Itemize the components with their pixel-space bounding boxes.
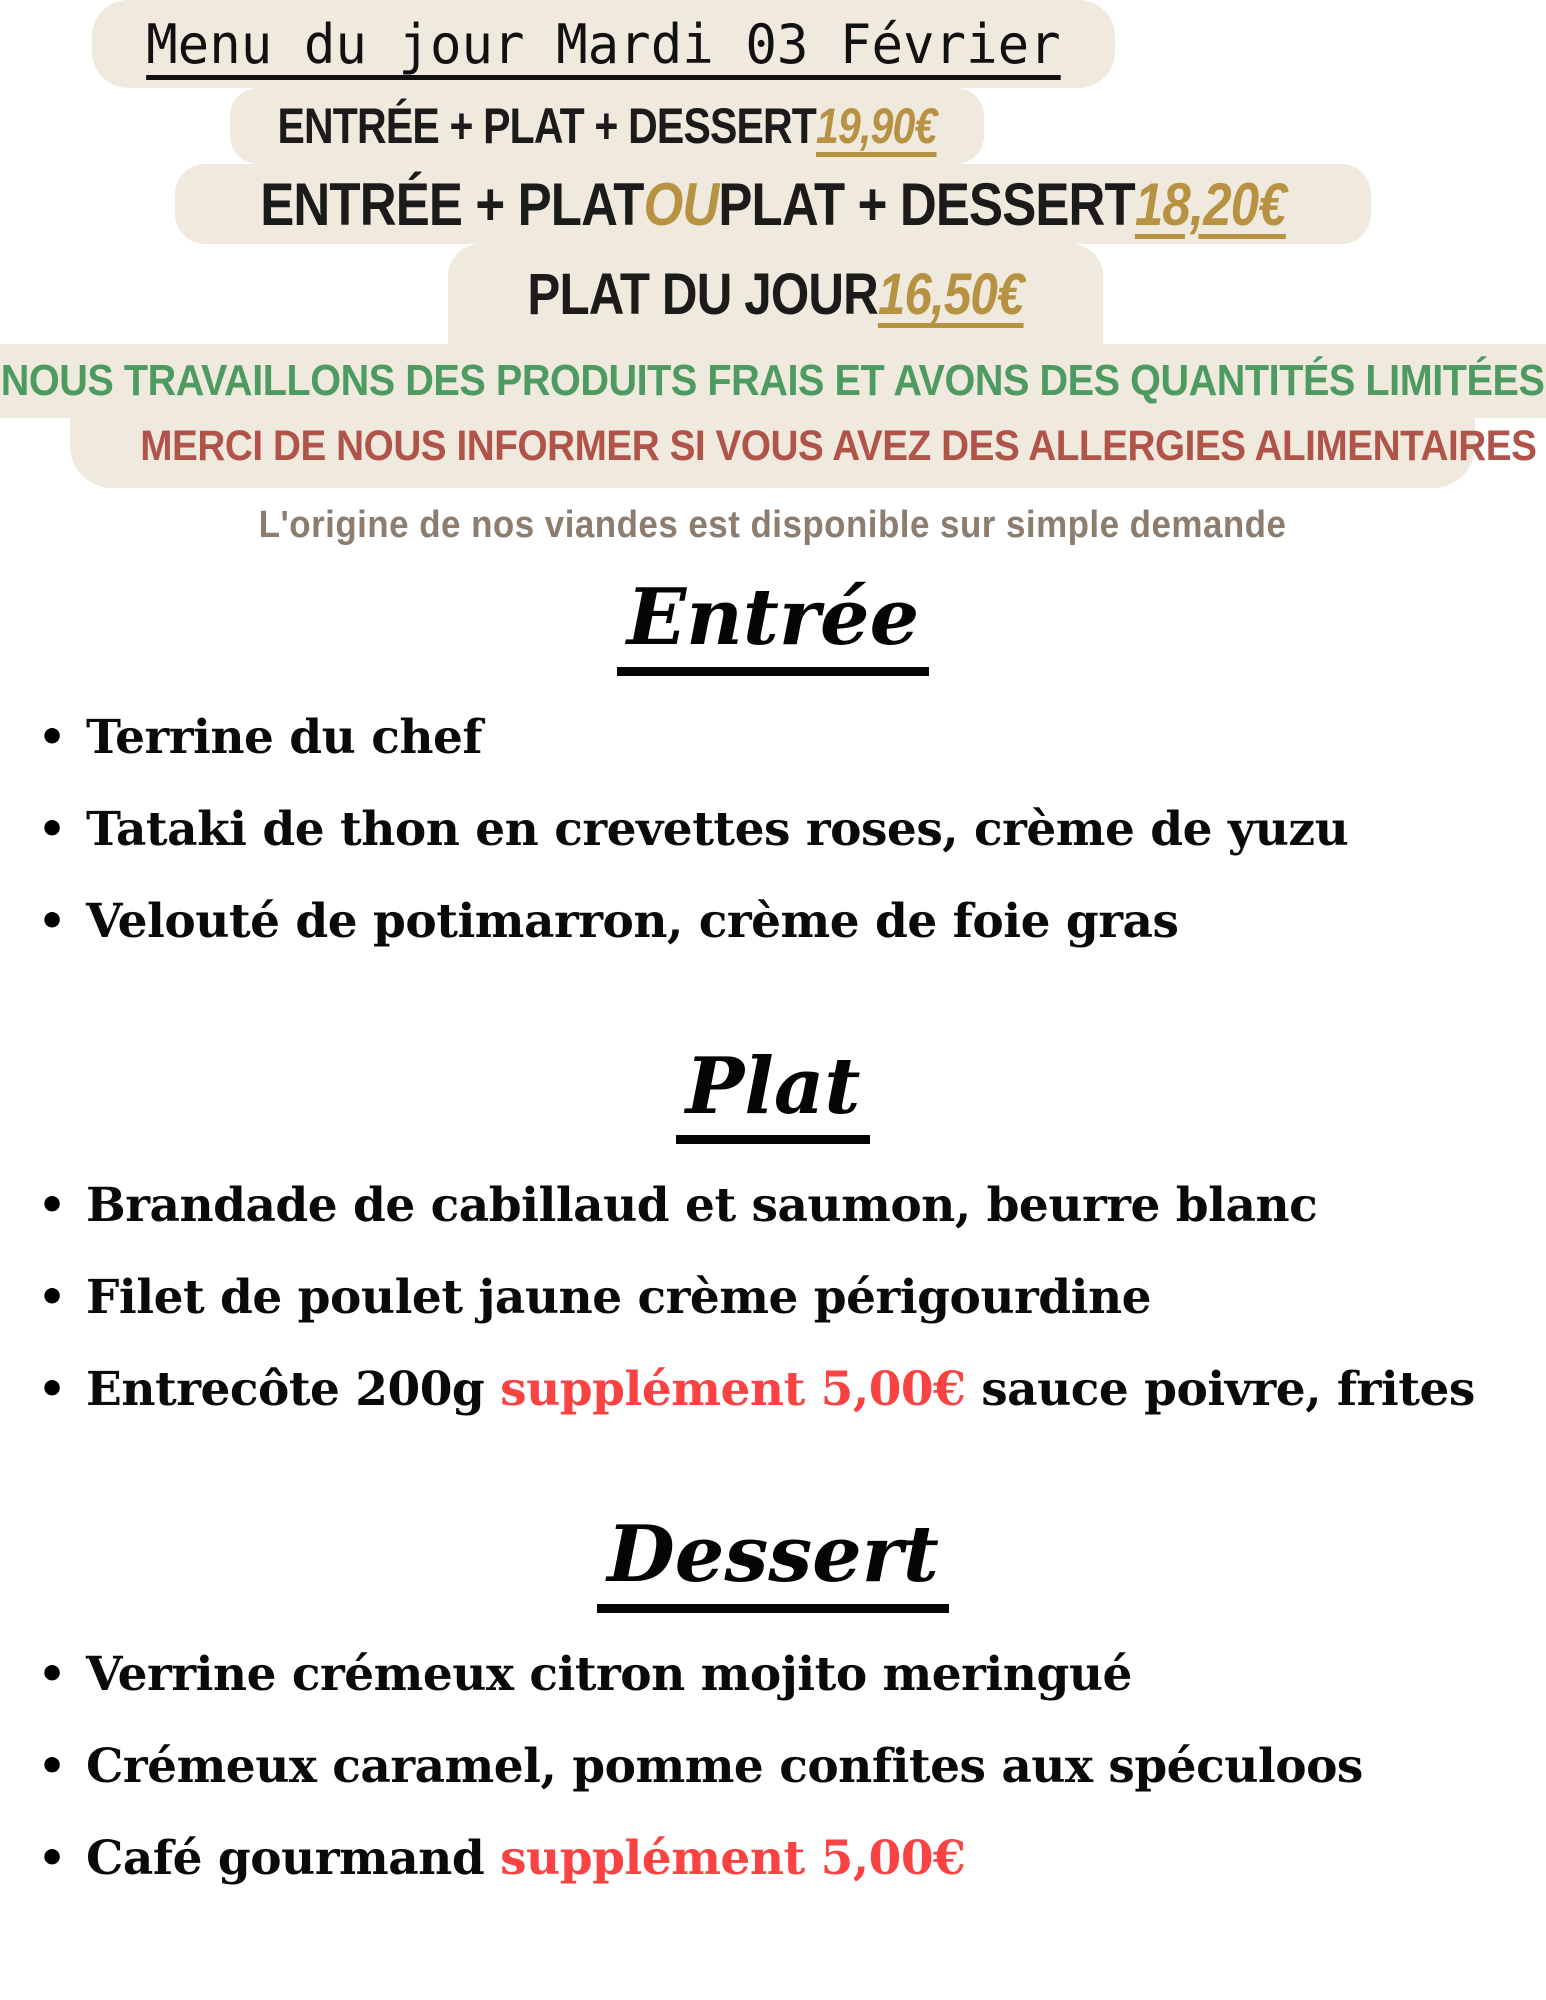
entree-list — [0, 692, 1546, 968]
formula-2-highlight — [175, 164, 1371, 244]
list-item — [0, 876, 1546, 968]
formula-3-highlight — [448, 244, 1103, 344]
header-title-row — [0, 0, 1546, 88]
list-item — [0, 1813, 1546, 1905]
notice-fresh-products — [0, 344, 1546, 418]
list-item — [0, 1629, 1546, 1721]
formula-row-1 — [0, 88, 1546, 164]
list-item — [0, 1252, 1546, 1344]
section-plat — [0, 1038, 1546, 1145]
list-item — [0, 784, 1546, 876]
section-entree-heading: Entrée — [617, 569, 930, 676]
title-highlight — [92, 0, 1115, 88]
formula-3-price: 16,50€ — [877, 261, 1024, 327]
notice-allergies-row — [0, 418, 1546, 488]
section-dessert-heading: Dessert — [597, 1506, 949, 1613]
formula-row-2 — [0, 164, 1546, 244]
section-plat-heading: Plat — [676, 1038, 871, 1145]
section-entree — [0, 569, 1546, 676]
formula-1-label: ENTRÉE + PLAT + DESSERT — [277, 98, 817, 154]
notice-fresh-products-text: NOUS TRAVAILLONS DES PRODUITS FRAIS ET AVONS DES QUANTITÉS LIMITÉES — [1, 356, 1545, 405]
formula-2-or: OU — [643, 170, 719, 238]
dish-suffix: sauce poivre, frites — [965, 1362, 1475, 1417]
dish-name: Crémeux caramel, pomme confites aux spéculoos — [86, 1738, 1363, 1794]
formula-1-price: 19,90€ — [816, 98, 937, 154]
formula-2-price: 18,20€ — [1134, 170, 1286, 238]
dish-name: Entrecôte 200g — [86, 1362, 501, 1417]
dish-supplement: supplément 5,00€ — [500, 1830, 966, 1886]
formula-2-label-b: PLAT + DESSERT — [718, 170, 1135, 238]
dish-name: Velouté de potimarron, crème de foie gras — [86, 893, 1179, 949]
dessert-list — [0, 1629, 1546, 1905]
dish-supplement: supplément 5,00€ — [500, 1362, 966, 1417]
origin-note-text: L'origine de nos viandes est disponible sur simple demande — [259, 504, 1287, 546]
origin-note-row — [0, 488, 1546, 563]
dish-name: Verrine crémeux citron mojito meringué — [86, 1646, 1132, 1702]
page-title: Menu du jour Mardi 03 Février — [146, 12, 1061, 76]
dish-name: Terrine du chef — [86, 709, 483, 765]
formula-1-highlight — [230, 88, 984, 164]
dish-name: Café gourmand — [86, 1830, 501, 1886]
notice-allergies-text: MERCI DE NOUS INFORMER SI VOUS AVEZ DES ALLERGIES ALIMENTAIRES — [140, 421, 1537, 470]
dish-name: Brandade de cabillaud et saumon, beurre blanc — [86, 1178, 1318, 1233]
formula-2-label-a: ENTRÉE + PLAT — [260, 170, 644, 238]
formula-row-3 — [0, 244, 1546, 344]
dish-name: Tataki de thon en crevettes roses, crème de yuzu — [86, 801, 1349, 857]
list-item — [0, 692, 1546, 784]
list-item — [0, 1344, 1546, 1436]
formula-3-label: PLAT DU JOUR — [527, 261, 878, 327]
list-item — [0, 1721, 1546, 1813]
section-dessert — [0, 1506, 1546, 1613]
plat-list — [0, 1160, 1546, 1436]
notice-allergies-highlight — [70, 418, 1537, 488]
list-item — [0, 1160, 1546, 1252]
dish-name: Filet de poulet jaune crème périgourdine — [86, 1270, 1152, 1325]
